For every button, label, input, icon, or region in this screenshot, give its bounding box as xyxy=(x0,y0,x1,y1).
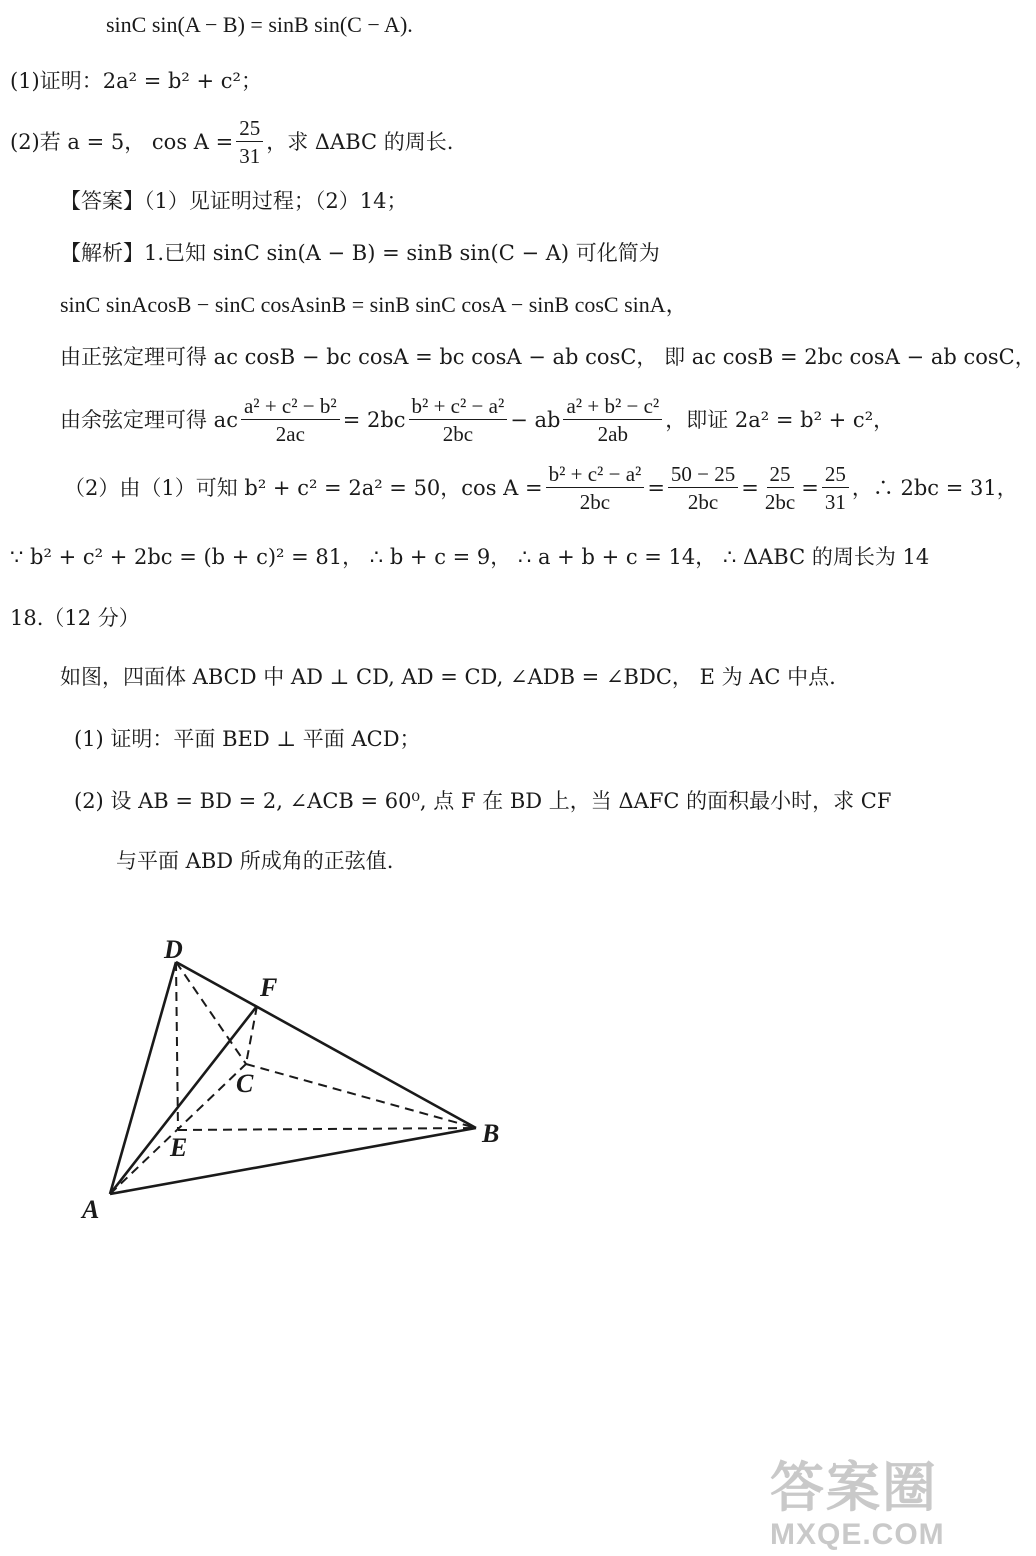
line-7: 由正弦定理可得 ac cosB − bc cosA = bc cosA − ab cosC， 即 ac cosB = 2bc cosA − ab cosC， xyxy=(60,345,1036,369)
fraction: $\frac{50 - 25}{2bc}$ xyxy=(668,461,738,516)
edge-db xyxy=(176,962,476,1128)
watermark-url: MXQE.COM xyxy=(770,1518,945,1551)
line-2: (1)证明：2a² = b² + c²； xyxy=(10,69,262,93)
label-d: D xyxy=(164,935,183,964)
fraction: $\frac{25}{2bc}$ xyxy=(764,461,796,514)
label-b: B xyxy=(482,1119,500,1148)
line-9 xyxy=(64,458,1018,518)
fraction: $\frac{\text{b² + c² − a²}}{2bc}$ xyxy=(409,393,508,448)
label-a: A xyxy=(82,1195,100,1224)
edge-dc xyxy=(176,962,246,1064)
line-1: sinC sin(A − B) = sinB sin(C − A). xyxy=(106,12,413,37)
text: 由余弦定理可得 ac xyxy=(60,408,238,432)
tetrahedron-figure xyxy=(70,920,510,1230)
text: （2）由（1）可知 b² + c² = 2a² = 50，cos A = xyxy=(64,476,543,500)
edge-af xyxy=(110,1006,257,1194)
question-stem: 如图，四面体 ABCD 中 AD ⊥ CD, AD = CD, ∠ADB = ∠BDC， E 为 AC 中点. xyxy=(60,665,836,689)
edge-cb xyxy=(246,1064,476,1128)
equals: = xyxy=(647,476,665,500)
text: − ab xyxy=(510,408,561,432)
fraction: $\frac{25}{31}$ xyxy=(236,115,263,170)
question-part-2: (2) 设 AB = BD = 2, ∠ACB = 60⁰, 点 F 在 BD 上，当 ΔAFC 的面积最小时，求 CF xyxy=(74,789,892,813)
equals: = xyxy=(741,476,759,500)
text: = 2bc xyxy=(342,408,406,432)
line-3-suffix: ，求 ΔABC 的周长. xyxy=(266,130,454,154)
label-e: E xyxy=(170,1133,188,1162)
watermark-logo: 答案圈 xyxy=(770,1458,938,1518)
text: ，即证 2a² = b² + c²， xyxy=(665,408,895,432)
edge-eb xyxy=(178,1128,476,1130)
line-8 xyxy=(60,390,894,450)
line-3 xyxy=(10,112,453,172)
label-c: C xyxy=(236,1069,254,1098)
question-part-2-cont: 与平面 ABD 所成角的正弦值. xyxy=(116,849,394,873)
fraction: $\frac{\text{a² + c² − b²}}{2ac}$ xyxy=(241,393,340,448)
watermark xyxy=(770,1458,945,1552)
question-number: 18.（12 分） xyxy=(10,606,140,630)
question-part-1: (1) 证明：平面 BED ⊥ 平面 ACD； xyxy=(74,727,421,751)
line-6: sinC sinAcosB − sinC cosAsinB = sinB sinC cosA − sinB cosC sinA， xyxy=(60,292,688,317)
answer-line: 【答案】（1）见证明过程；（2）14； xyxy=(60,189,408,213)
edge-ab xyxy=(110,1128,476,1194)
edge-de xyxy=(176,962,178,1130)
fraction: $\frac{\text{b² + c² − a²}}{2bc}$ xyxy=(546,461,645,516)
analysis-line: 【解析】1.已知 sinC sin(A − B) = sinB sin(C − A) 可化简为 xyxy=(60,241,660,265)
line-3-prefix: (2)若 a = 5， cos A = xyxy=(10,130,234,154)
equals: = xyxy=(801,476,819,500)
line-10: ∵ b² + c² + 2bc = (b + c)² = 81， ∴ b + c = 9， ∴ a + b + c = 14， ∴ ΔABC 的周长为 14 xyxy=(10,545,930,569)
edge-da xyxy=(110,962,176,1194)
fraction: $\frac{25}{31}$ xyxy=(822,461,849,516)
text: ，∴ 2bc = 31， xyxy=(851,476,1018,500)
label-f: F xyxy=(260,973,278,1002)
fraction: $\frac{\text{a² + b² − c²}}{2ab}$ xyxy=(563,393,662,448)
